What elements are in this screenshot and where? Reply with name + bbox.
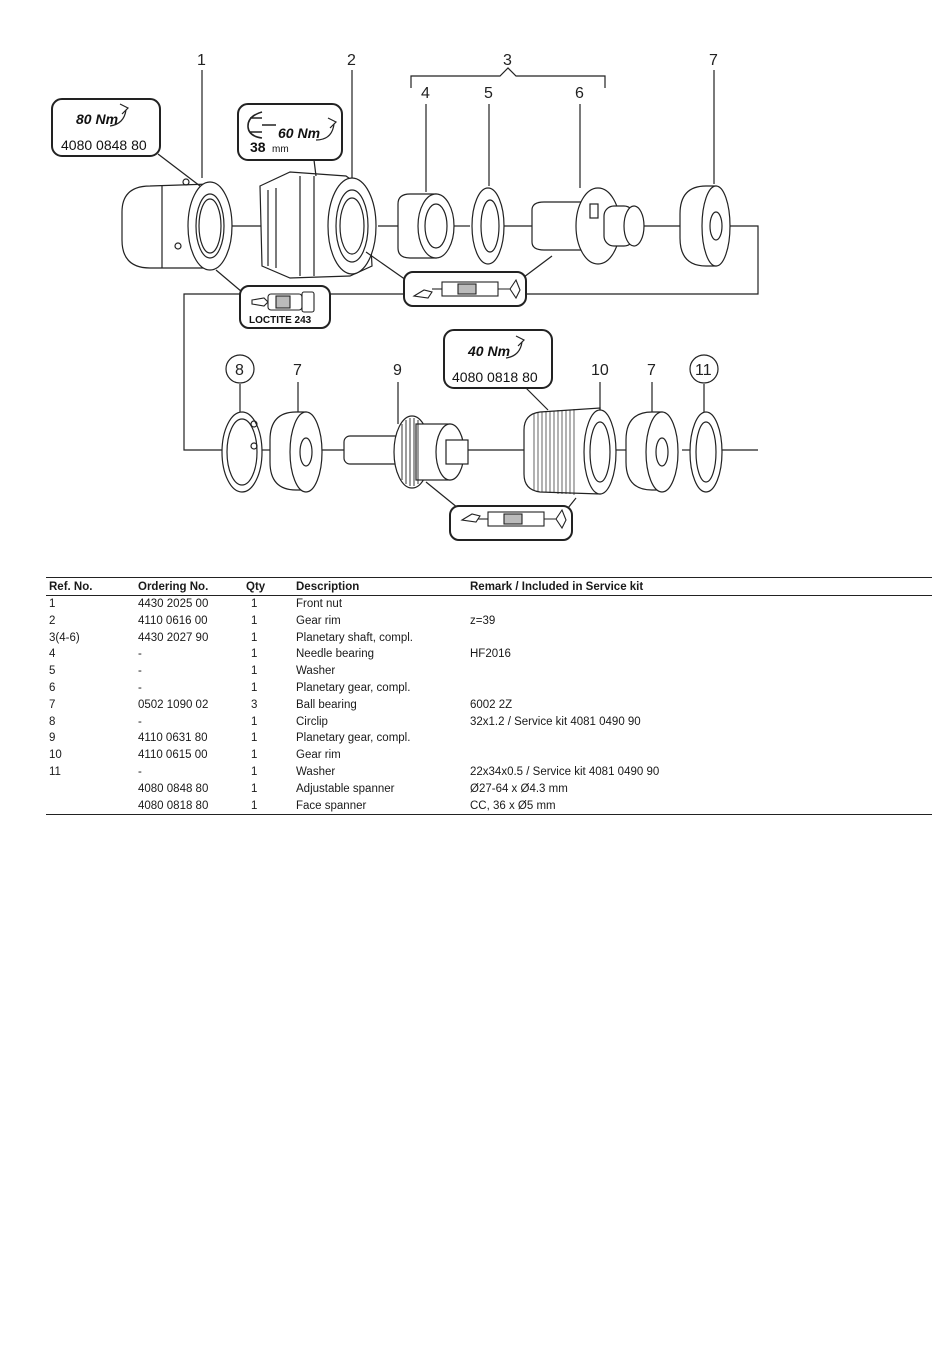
part-label-8: 8 <box>235 362 244 379</box>
cell-remark: 32x1.2 / Service kit 4081 0490 90 <box>470 715 641 728</box>
cell-ordering-no: 0502 1090 02 <box>138 698 209 711</box>
cell-description: Needle bearing <box>296 648 375 661</box>
cell-description: Adjustable spanner <box>296 782 395 795</box>
part-label-7-top: 7 <box>709 52 718 69</box>
cell-remark <box>467 596 932 613</box>
tool-number-gear-rim-10: 4080 0818 80 <box>452 369 538 385</box>
spanner-size-unit: mm <box>272 144 289 155</box>
cell-qty: 1 <box>251 765 258 778</box>
cell-qty: 1 <box>251 782 258 795</box>
table-row <box>46 764 932 781</box>
table-header-row <box>46 578 932 596</box>
table-row <box>46 697 932 714</box>
part-label-3: 3 <box>503 52 512 69</box>
cell-qty: 1 <box>251 598 258 610</box>
cell-ordering-no: 4430 2025 00 <box>138 598 209 610</box>
header-remark: Remark / Included in Service kit <box>467 578 932 596</box>
cell-qty: 1 <box>251 614 258 627</box>
part-label-7-left: 7 <box>293 362 302 379</box>
header-ref-no: Ref. No. <box>46 578 135 596</box>
table-row <box>46 680 932 697</box>
cell-qty: 1 <box>251 732 258 745</box>
spanner-size: 38 <box>250 139 266 155</box>
cell-ordering-no: 4430 2027 90 <box>138 631 209 644</box>
cell-ref-no: 8 <box>49 715 56 728</box>
cell-ref-no: 3(4-6) <box>49 631 80 644</box>
header-ordering-no: Ordering No. <box>135 578 243 596</box>
table-row <box>46 747 932 764</box>
cell-ref-no: 11 <box>49 765 61 778</box>
cell-qty: 1 <box>251 631 258 644</box>
cell-ref-no: 10 <box>49 749 62 762</box>
table-row <box>46 613 932 630</box>
cell-description: Ball bearing <box>296 698 357 711</box>
torque-label-gear-rim: 60 Nm <box>278 125 321 141</box>
cell-description: Planetary gear, compl. <box>296 732 411 745</box>
cell-ordering-no: - <box>138 665 142 678</box>
cell-ordering-no: - <box>138 681 142 694</box>
tool-number-front-nut: 4080 0848 80 <box>61 137 147 153</box>
cell-description: Front nut <box>296 598 343 610</box>
cell-ordering-no: - <box>138 648 142 661</box>
loctite-label: LOCTITE 243 <box>249 315 312 326</box>
part-label-6: 6 <box>575 85 584 102</box>
header-description: Description <box>293 578 467 596</box>
exploded-view-diagram <box>0 0 950 560</box>
cell-qty: 1 <box>251 648 258 661</box>
part-label-7-right: 7 <box>647 362 656 379</box>
table-row <box>46 630 932 647</box>
cell-remark <box>467 730 932 747</box>
part-label-1: 1 <box>197 52 206 69</box>
header-qty: Qty <box>243 578 293 596</box>
table-body <box>46 596 932 815</box>
table-row <box>46 596 932 613</box>
table-row <box>46 730 932 747</box>
cell-ordering-no: 4110 0616 00 <box>138 614 208 627</box>
part-label-5: 5 <box>484 85 493 102</box>
cell-qty: 3 <box>251 698 258 711</box>
cell-ref-no <box>46 781 135 798</box>
cell-remark: z=39 <box>470 614 496 627</box>
cell-description: Gear rim <box>296 614 341 627</box>
cell-ordering-no: 4080 0818 80 <box>135 798 243 815</box>
cell-remark <box>467 630 932 647</box>
table-row <box>46 646 932 663</box>
cell-description: Washer <box>296 665 336 678</box>
table-row <box>46 798 932 815</box>
cell-remark <box>467 680 932 697</box>
cell-ordering-no: 4080 0848 80 <box>138 782 209 795</box>
cell-remark: CC, 36 x Ø5 mm <box>467 798 932 815</box>
cell-ref-no: 7 <box>49 698 56 711</box>
cell-description: Face spanner <box>293 798 467 815</box>
torque-label-gear-rim-10: 40 Nm <box>468 343 511 359</box>
table-row <box>46 714 932 731</box>
cell-remark: Ø27-64 x Ø4.3 mm <box>470 782 568 795</box>
cell-ordering-no: 4110 0615 00 <box>138 749 208 762</box>
cell-ordering-no: 4110 0631 80 <box>138 732 208 745</box>
cell-ref-no <box>46 798 135 815</box>
cell-ref-no: 2 <box>49 614 56 627</box>
cell-description: Planetary shaft, compl. <box>296 631 413 644</box>
part-label-10: 10 <box>591 362 609 379</box>
cell-remark: 22x34x0.5 / Service kit 4081 0490 90 <box>470 765 660 778</box>
cell-description: Gear rim <box>296 749 341 762</box>
parts-list-table <box>46 577 932 815</box>
cell-remark <box>467 747 932 764</box>
cell-qty: 1 <box>251 715 258 728</box>
table-row <box>46 663 932 680</box>
cell-description: Planetary gear, compl. <box>296 681 411 694</box>
part-label-9: 9 <box>393 362 402 379</box>
cell-qty: 1 <box>243 798 293 815</box>
cell-ref-no: 9 <box>49 732 56 745</box>
cell-qty: 1 <box>251 665 258 678</box>
cell-remark: HF2016 <box>470 648 511 661</box>
cell-remark <box>467 663 932 680</box>
cell-qty: 1 <box>251 681 258 694</box>
part-label-4: 4 <box>421 85 430 102</box>
table-row <box>46 781 932 798</box>
cell-ordering-no: - <box>138 715 142 728</box>
cell-description: Washer <box>296 765 336 778</box>
part-label-11: 11 <box>695 362 712 379</box>
part-label-2: 2 <box>347 52 356 69</box>
cell-ref-no: 4 <box>49 648 56 661</box>
cell-description: Circlip <box>296 715 328 728</box>
cell-qty: 1 <box>251 749 258 762</box>
cell-ref-no: 5 <box>49 665 56 678</box>
cell-ordering-no: - <box>138 765 142 778</box>
cell-ref-no: 6 <box>49 681 56 694</box>
torque-label-front-nut: 80 Nm <box>76 111 119 127</box>
cell-ref-no: 1 <box>49 598 56 610</box>
cell-remark: 6002 2Z <box>470 698 513 711</box>
